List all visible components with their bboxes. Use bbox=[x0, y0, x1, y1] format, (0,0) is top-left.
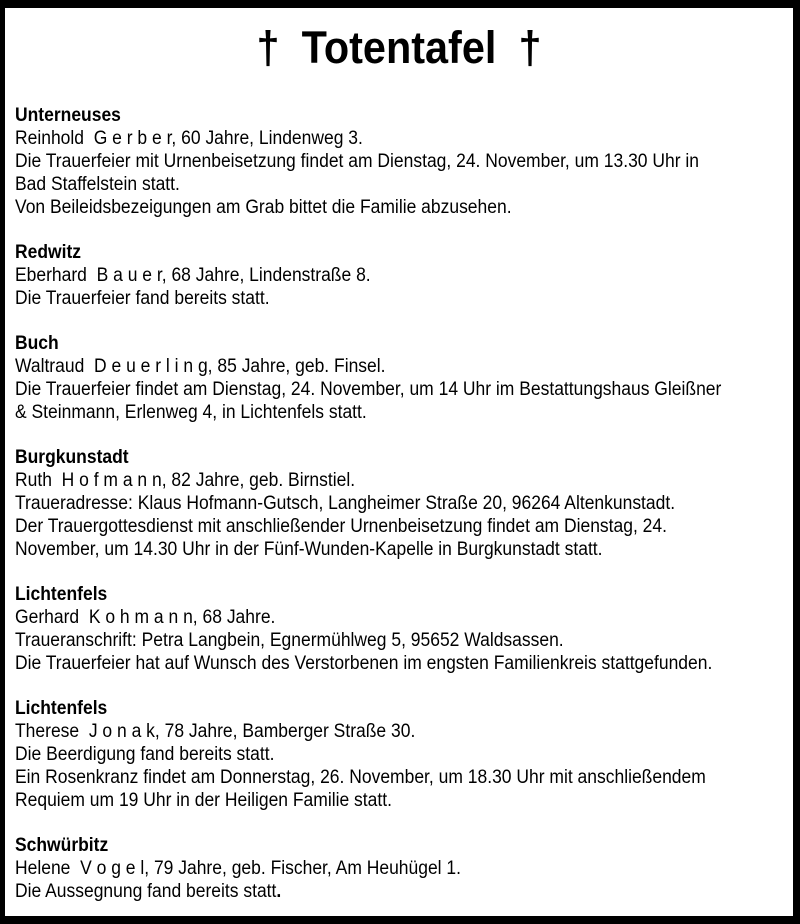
obituary-section-lichtenfels-2 bbox=[15, 697, 783, 812]
entry-name-line: Eberhard B a u e r, 68 Jahre, Lindenstraße 8. bbox=[15, 265, 371, 286]
section-location: Schwürbitz bbox=[15, 835, 109, 856]
obituary-section-unterneuses bbox=[15, 104, 783, 219]
entry-line: Die Beerdigung fand bereits statt. bbox=[15, 744, 275, 765]
entry-line: Die Trauerfeier mit Urnenbeisetzung findet am Dienstag, 24. November, um 13.30 Uhr in bbox=[15, 151, 700, 172]
obituary-section-burgkunstadt bbox=[15, 446, 783, 561]
section-location: Lichtenfels bbox=[15, 698, 108, 719]
entry-line: Von Beileidsbezeigungen am Grab bittet die Familie abzusehen. bbox=[15, 197, 512, 218]
entry-name-line: Therese J o n a k, 78 Jahre, Bamberger Straße 30. bbox=[15, 721, 416, 742]
bold-period: . bbox=[276, 881, 282, 902]
section-location: Buch bbox=[15, 333, 59, 354]
entry-line: November, um 14.30 Uhr in der Fünf-Wunden-Kapelle in Burgkunstadt statt. bbox=[15, 539, 603, 560]
entry-line: & Steinmann, Erlenweg 4, in Lichtenfels statt. bbox=[15, 402, 367, 423]
entry-name-line: Helene V o g e l, 79 Jahre, geb. Fischer, Am Heuhügel 1. bbox=[15, 858, 462, 879]
obituary-section-schwuerbitz bbox=[15, 834, 783, 903]
section-location: Lichtenfels bbox=[15, 584, 108, 605]
dagger-right-icon: † bbox=[518, 22, 542, 73]
entry-name-line: Waltraud D e u e r l i n g, 85 Jahre, geb. Finsel. bbox=[15, 356, 386, 377]
dagger-left-icon: † bbox=[256, 22, 280, 73]
entry-line bbox=[15, 880, 722, 903]
entry-name-line: Ruth H o f m a n n, 82 Jahre, geb. Birnstiel. bbox=[15, 470, 356, 491]
section-location: Unterneuses bbox=[15, 105, 121, 126]
entry-line: Die Trauerfeier fand bereits statt. bbox=[15, 288, 270, 309]
entry-line: Requiem um 19 Uhr in der Heiligen Familie statt. bbox=[15, 790, 392, 811]
entry-name-line: Gerhard K o h m a n n, 68 Jahre. bbox=[15, 607, 276, 628]
entry-line-text: Die Aussegnung fand bereits statt bbox=[15, 881, 277, 902]
entry-line: Die Trauerfeier hat auf Wunsch des Verstorbenen im engsten Familienkreis stattgefunden. bbox=[15, 653, 713, 674]
entry-line: Der Trauergottesdienst mit anschließender Urnenbeisetzung findet am Dienstag, 24. bbox=[15, 516, 667, 537]
section-location: Redwitz bbox=[15, 242, 82, 263]
obituary-section-buch bbox=[15, 332, 783, 424]
entry-name-line: Reinhold G e r b e r, 60 Jahre, Lindenweg 3. bbox=[15, 128, 363, 149]
page-title bbox=[46, 22, 753, 74]
entry-line: Ein Rosenkranz findet am Donnerstag, 26. November, um 18.30 Uhr mit anschließendem bbox=[15, 767, 706, 788]
page-title-text: Totentafel bbox=[301, 22, 497, 73]
entry-line: Traueranschrift: Petra Langbein, Egnermühlweg 5, 95652 Waldsassen. bbox=[15, 630, 564, 651]
entry-line: Bad Staffelstein statt. bbox=[15, 174, 180, 195]
entry-line: Traueradresse: Klaus Hofmann-Gutsch, Langheimer Straße 20, 96264 Altenkunstadt. bbox=[15, 493, 676, 514]
obituary-section-redwitz bbox=[15, 241, 783, 310]
section-location: Burgkunstadt bbox=[15, 447, 129, 468]
obituary-section-lichtenfels-1 bbox=[15, 583, 783, 675]
entry-line: Die Trauerfeier findet am Dienstag, 24. November, um 14 Uhr im Bestattungshaus Gleißner bbox=[15, 379, 722, 400]
